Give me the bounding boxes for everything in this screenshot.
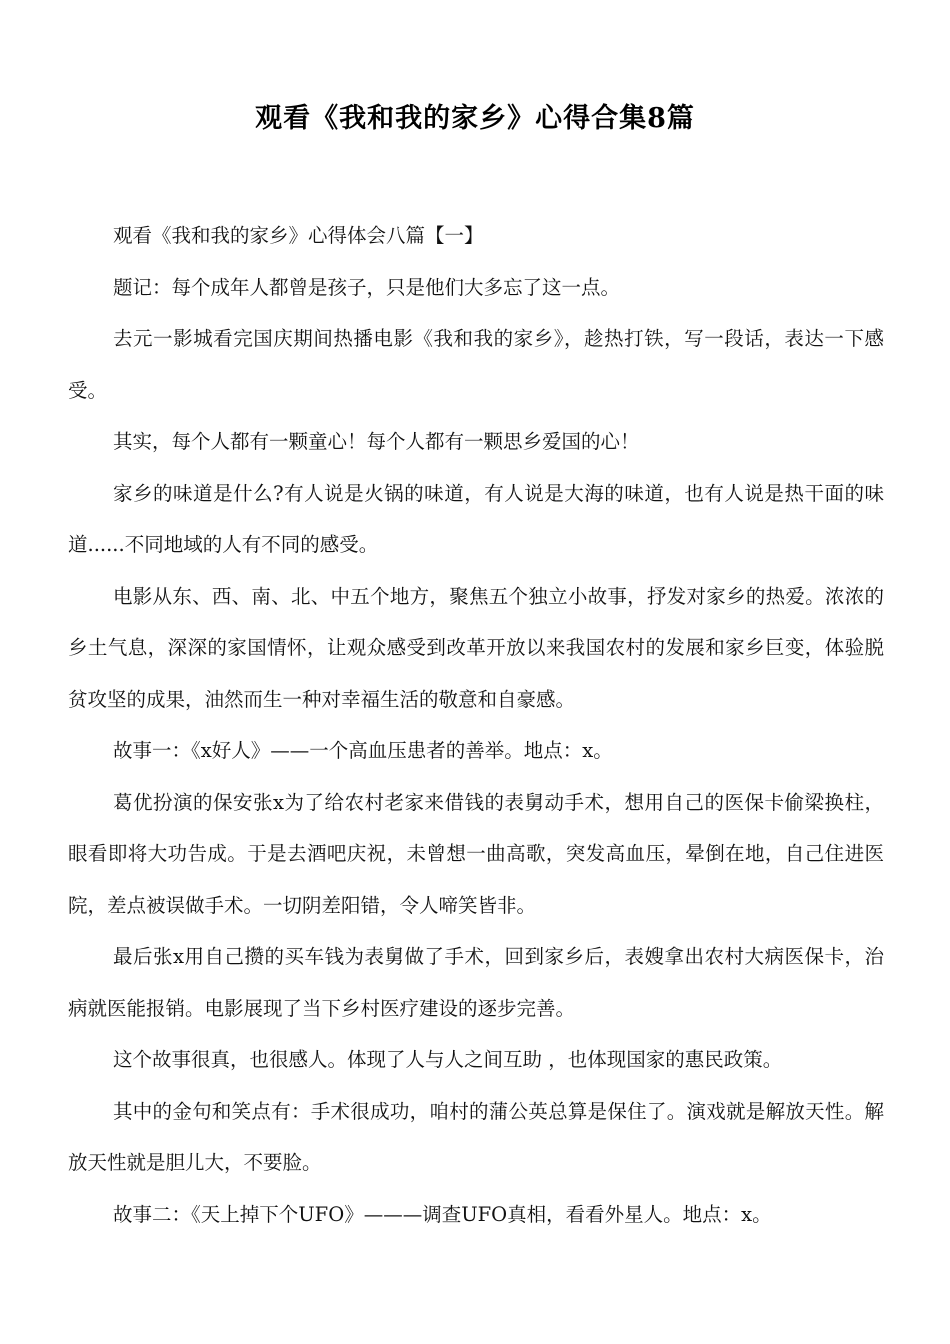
paragraph: 最后张x用自己攒的买车钱为表舅做了手术，回到家乡后，表嫂拿出农村大病医保卡，治病就医能报销。电影展现了当下乡村医疗建设的逐步完善。 [68,945,884,1020]
document-body [68,210,884,1240]
document-title: 观看《我和我的家乡》心得合集8篇 [255,103,695,134]
paragraph: 题记：每个成年人都曾是孩子，只是他们大多忘了这一点。 [113,275,621,299]
paragraph: 其中的金句和笑点有：手术很成功，咱村的蒲公英总算是保住了。演戏就是解放天性。解放天性就是胆儿大，不要脸。 [68,1099,884,1174]
paragraph: 家乡的味道是什么?有人说是火锅的味道，有人说是大海的味道，也有人说是热干面的味道......不同地域的人有不同的感受。 [68,481,884,556]
paragraph: 观看《我和我的家乡》心得体会八篇【一】 [113,224,484,247]
paragraph: 故事二：《天上掉下个UFO》———调查UFO真相，看看外星人。地点：x。 [113,1202,772,1226]
paragraph: 故事一：《x好人》——一个高血压患者的善举。地点：x。 [113,739,613,762]
paragraph: 这个故事很真，也很感人。体现了人与人之间互助 ，也体现国家的惠民政策。 [113,1048,783,1071]
paragraph: 电影从东、西、南、北、中五个地方，聚焦五个独立小故事，抒发对家乡的热爱。浓浓的乡土气息，深深的家国情怀，让观众感受到改革开放以来我国农村的发展和家乡巨变，体验脱贫攻坚的成果，油然而生一种对幸福生活的敬意和自豪感。 [68,584,884,711]
paragraph: 其实，每个人都有一颗童心！每个人都有一颗思乡爱国的心！ [113,430,640,453]
paragraph: 葛优扮演的保安张x为了给农村老家来借钱的表舅动手术，想用自己的医保卡偷梁换柱，眼看即将大功告成。于是去酒吧庆祝，未曾想一曲高歌，突发高血压，晕倒在地，自己住进医院，差点被误做手术。一切阴差阳错，令人啼笑皆非。 [68,790,884,917]
paragraph: 去元一影城看完国庆期间热播电影《我和我的家乡》，趁热打铁，写一段话，表达一下感受。 [68,327,884,402]
